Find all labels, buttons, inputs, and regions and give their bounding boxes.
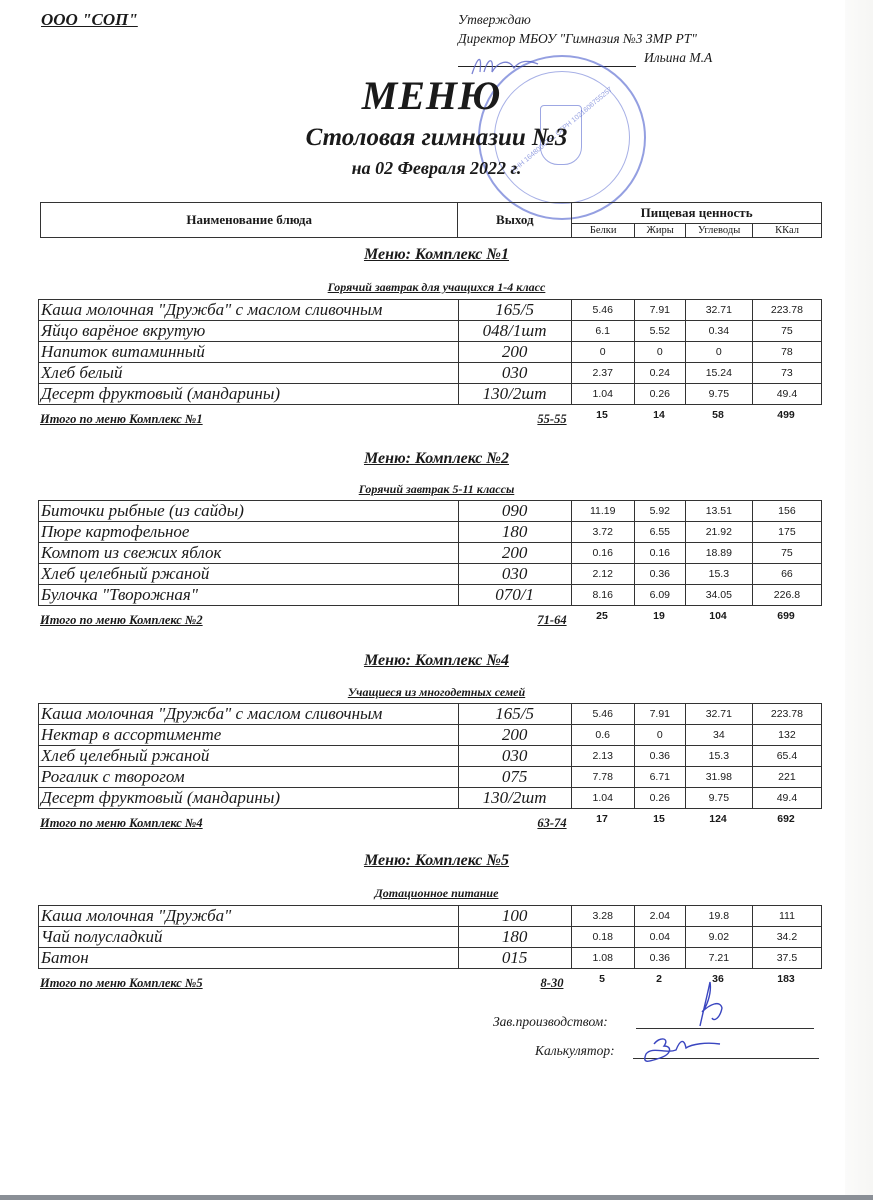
dish-output: 130/2шт [458, 384, 571, 405]
col-nutrition-header: Пищевая ценность [572, 203, 822, 224]
dish-name: Компот из свежих яблок [39, 543, 459, 564]
dish-kcal: 49.4 [752, 788, 821, 809]
dish-carbs: 15.3 [685, 564, 752, 585]
production-head-signature-line [636, 1028, 814, 1029]
dish-carbs: 9.75 [685, 384, 752, 405]
dish-proteins: 7.78 [571, 767, 634, 788]
menu-table-complex-4 [38, 703, 822, 809]
table-row [39, 906, 822, 927]
dish-fats: 0 [634, 725, 685, 746]
dish-fats: 0.26 [634, 788, 685, 809]
dish-output: 030 [458, 746, 571, 767]
dish-carbs: 15.3 [685, 746, 752, 767]
dish-output: 200 [458, 725, 571, 746]
table-row [39, 522, 822, 543]
dish-output: 090 [458, 501, 571, 522]
total-price: 55-55 [537, 412, 567, 426]
production-head-label: Зав.производством: [493, 1014, 608, 1029]
dish-carbs: 32.71 [685, 300, 752, 321]
table-row [39, 927, 822, 948]
dish-fats: 2.04 [634, 906, 685, 927]
canteen-name: Столовая гимназии №3 [305, 124, 568, 151]
dish-carbs: 34 [685, 725, 752, 746]
menu-section-subtitle: Учащиеся из многодетных семей [347, 685, 526, 699]
table-row [39, 767, 822, 788]
dish-name: Булочка "Творожная" [39, 585, 459, 606]
total-proteins: 5 [599, 973, 605, 985]
total-label: Итого по меню Комплекс №4 [40, 816, 203, 830]
dish-fats: 6.55 [634, 522, 685, 543]
scan-edge-right [845, 0, 873, 1200]
dish-carbs: 9.75 [685, 788, 752, 809]
total-proteins: 17 [596, 813, 608, 825]
menu-table-complex-1 [38, 299, 822, 405]
calculator-handwritten-signature-icon [636, 1032, 726, 1068]
dish-kcal: 223.78 [752, 704, 821, 725]
dish-fats: 5.92 [634, 501, 685, 522]
dish-name: Пюре картофельное [39, 522, 459, 543]
total-carbs: 124 [709, 813, 727, 825]
dish-kcal: 73 [752, 363, 821, 384]
dish-carbs: 0 [685, 342, 752, 363]
total-price: 8-30 [540, 976, 564, 990]
dish-kcal: 156 [752, 501, 821, 522]
dish-carbs: 32.71 [685, 704, 752, 725]
calculator-label: Калькулятор: [535, 1043, 615, 1058]
dish-name: Хлеб белый [39, 363, 459, 384]
dish-fats: 0.36 [634, 746, 685, 767]
table-row [39, 746, 822, 767]
dish-fats: 0.24 [634, 363, 685, 384]
menu-section-title: Меню: Комплекс №2 [363, 450, 510, 467]
director-name: Ильина М.А [644, 50, 713, 65]
table-row [39, 725, 822, 746]
dish-kcal: 221 [752, 767, 821, 788]
dish-output: 070/1 [458, 585, 571, 606]
production-head-handwritten-signature-icon [690, 978, 730, 1028]
director-position: Директор МБОУ "Гимназия №3 ЗМР РТ" [458, 31, 697, 46]
dish-name: Каша молочная "Дружба" с маслом сливочным [39, 704, 459, 725]
dish-proteins: 1.04 [571, 788, 634, 809]
table-row [39, 564, 822, 585]
dish-kcal: 132 [752, 725, 821, 746]
dish-kcal: 111 [752, 906, 821, 927]
menu-table-complex-5 [38, 905, 822, 969]
document-title: МЕНЮ [361, 73, 502, 118]
dish-proteins: 0 [571, 342, 634, 363]
menu-section-title: Меню: Комплекс №5 [363, 852, 510, 869]
menu-total-row [38, 813, 822, 834]
dish-proteins: 0.18 [571, 927, 634, 948]
menu-section-subtitle: Горячий завтрак 5-11 классы [358, 482, 515, 496]
dish-fats: 0.16 [634, 543, 685, 564]
dish-carbs: 0.34 [685, 321, 752, 342]
table-row [39, 384, 822, 405]
dish-proteins: 8.16 [571, 585, 634, 606]
dish-name: Яйцо варёное вкрутую [39, 321, 459, 342]
dish-output: 165/5 [458, 300, 571, 321]
col-carbs-header: Углеводы [686, 224, 753, 238]
dish-output: 200 [458, 543, 571, 564]
dish-carbs: 7.21 [685, 948, 752, 969]
dish-proteins: 2.37 [571, 363, 634, 384]
dish-output: 030 [458, 363, 571, 384]
dish-name: Хлеб целебный ржаной [39, 746, 459, 767]
total-carbs: 104 [709, 610, 727, 622]
dish-carbs: 34.05 [685, 585, 752, 606]
dish-name: Биточки рыбные (из сайды) [39, 501, 459, 522]
menu-date: на 02 Февраля 2022 г. [351, 158, 522, 178]
dish-name: Хлеб целебный ржаной [39, 564, 459, 585]
dish-name: Нектар в ассортименте [39, 725, 459, 746]
table-row [39, 948, 822, 969]
col-proteins-header: Белки [572, 224, 635, 238]
dish-proteins: 6.1 [571, 321, 634, 342]
table-row [39, 342, 822, 363]
table-row [39, 585, 822, 606]
total-price: 71-64 [537, 613, 567, 627]
dish-output: 130/2шт [458, 788, 571, 809]
menu-total-row [38, 610, 822, 631]
dish-kcal: 75 [752, 543, 821, 564]
dish-carbs: 19.8 [685, 906, 752, 927]
total-carbs: 36 [712, 973, 724, 985]
table-row [39, 501, 822, 522]
total-fats: 2 [656, 973, 662, 985]
dish-kcal: 66 [752, 564, 821, 585]
dish-name: Напиток витаминный [39, 342, 459, 363]
dish-carbs: 9.02 [685, 927, 752, 948]
total-kcal: 699 [777, 610, 795, 622]
dish-fats: 6.09 [634, 585, 685, 606]
dish-fats: 7.91 [634, 704, 685, 725]
approve-label: Утверждаю [458, 12, 531, 27]
dish-proteins: 2.13 [571, 746, 634, 767]
dish-output: 200 [458, 342, 571, 363]
organization-name: ООО "СОП" [41, 10, 138, 29]
dish-proteins: 2.12 [571, 564, 634, 585]
dish-kcal: 223.78 [752, 300, 821, 321]
dish-name: Рогалик с творогом [39, 767, 459, 788]
dish-kcal: 226.8 [752, 585, 821, 606]
dish-output: 015 [458, 948, 571, 969]
dish-name: Чай полусладкий [39, 927, 459, 948]
total-kcal: 692 [777, 813, 795, 825]
dish-output: 075 [458, 767, 571, 788]
dish-fats: 7.91 [634, 300, 685, 321]
dish-fats: 5.52 [634, 321, 685, 342]
total-label: Итого по меню Комплекс №2 [40, 613, 203, 627]
dish-kcal: 34.2 [752, 927, 821, 948]
dish-proteins: 11.19 [571, 501, 634, 522]
menu-section-subtitle: Горячий завтрак для учащихся 1-4 класс [327, 280, 546, 294]
total-label: Итого по меню Комплекс №1 [40, 412, 203, 426]
dish-carbs: 15.24 [685, 363, 752, 384]
dish-output: 100 [458, 906, 571, 927]
menu-table-complex-2 [38, 500, 822, 606]
dish-proteins: 3.28 [571, 906, 634, 927]
col-kcal-header: ККал [753, 224, 822, 238]
dish-kcal: 37.5 [752, 948, 821, 969]
dish-fats: 0 [634, 342, 685, 363]
menu-section-title: Меню: Комплекс №1 [363, 246, 510, 263]
scan-edge-bottom [0, 1195, 873, 1200]
menu-total-row [38, 409, 822, 430]
dish-name: Батон [39, 948, 459, 969]
dish-kcal: 78 [752, 342, 821, 363]
col-output-header: Выход [458, 203, 572, 238]
dish-kcal: 49.4 [752, 384, 821, 405]
table-row [39, 321, 822, 342]
dish-proteins: 5.46 [571, 300, 634, 321]
menu-section-subtitle: Дотационное питание [374, 886, 499, 900]
dish-carbs: 13.51 [685, 501, 752, 522]
dish-proteins: 3.72 [571, 522, 634, 543]
dish-proteins: 0.16 [571, 543, 634, 564]
table-row [39, 543, 822, 564]
dish-fats: 0.36 [634, 948, 685, 969]
table-row [39, 300, 822, 321]
col-name-header: Наименование блюда [41, 203, 458, 238]
total-label: Итого по меню Комплекс №5 [40, 976, 203, 990]
dish-fats: 6.71 [634, 767, 685, 788]
dish-carbs: 31.98 [685, 767, 752, 788]
menu-section-title: Меню: Комплекс №4 [363, 652, 510, 669]
total-kcal: 183 [777, 973, 795, 985]
total-carbs: 58 [712, 409, 724, 421]
total-fats: 19 [653, 610, 665, 622]
dish-output: 180 [458, 522, 571, 543]
total-kcal: 499 [777, 409, 795, 421]
dish-proteins: 0.6 [571, 725, 634, 746]
dish-kcal: 175 [752, 522, 821, 543]
dish-kcal: 65.4 [752, 746, 821, 767]
total-fats: 15 [653, 813, 665, 825]
total-fats: 14 [653, 409, 665, 421]
table-row [39, 363, 822, 384]
dish-fats: 0.26 [634, 384, 685, 405]
official-stamp-icon: ИНН 1648004751 ОГРН 1021606755257 [478, 55, 646, 220]
calculator-signature [535, 1043, 615, 1059]
dish-carbs: 21.92 [685, 522, 752, 543]
dish-proteins: 1.08 [571, 948, 634, 969]
dish-kcal: 75 [752, 321, 821, 342]
total-price: 63-74 [537, 816, 567, 830]
total-proteins: 25 [596, 610, 608, 622]
dish-fats: 0.04 [634, 927, 685, 948]
dish-output: 180 [458, 927, 571, 948]
table-row [39, 788, 822, 809]
column-header-table [40, 202, 822, 238]
dish-name: Каша молочная "Дружба" [39, 906, 459, 927]
dish-output: 030 [458, 564, 571, 585]
total-proteins: 15 [596, 409, 608, 421]
dish-output: 048/1шт [458, 321, 571, 342]
dish-proteins: 1.04 [571, 384, 634, 405]
dish-name: Десерт фруктовый (мандарины) [39, 788, 459, 809]
dish-name: Десерт фруктовый (мандарины) [39, 384, 459, 405]
col-fats-header: Жиры [635, 224, 686, 238]
dish-carbs: 18.89 [685, 543, 752, 564]
dish-proteins: 5.46 [571, 704, 634, 725]
production-head-signature [493, 1014, 608, 1030]
dish-name: Каша молочная "Дружба" с маслом сливочным [39, 300, 459, 321]
dish-output: 165/5 [458, 704, 571, 725]
dish-fats: 0.36 [634, 564, 685, 585]
table-row [39, 704, 822, 725]
